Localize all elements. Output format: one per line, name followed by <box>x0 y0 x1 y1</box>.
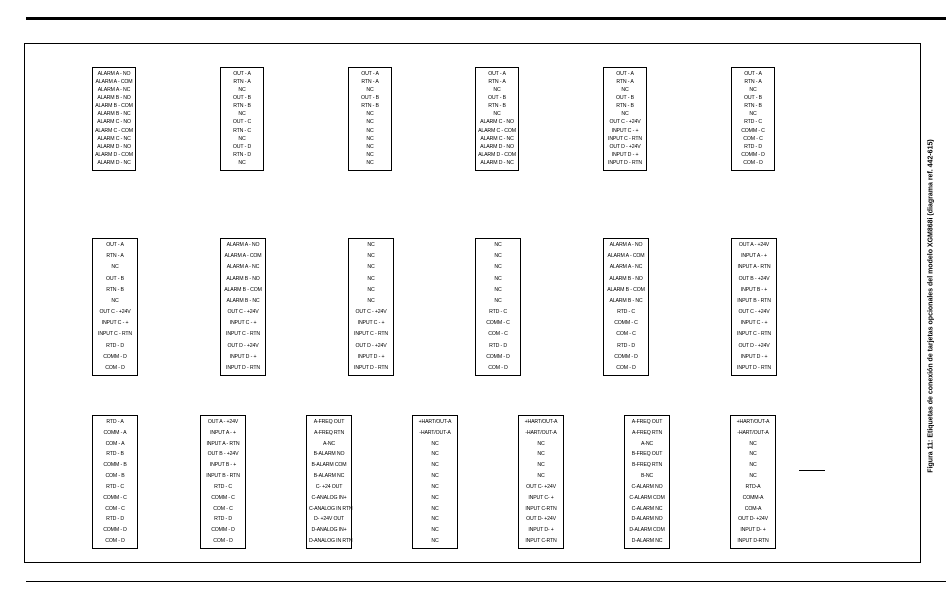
terminal-label: B-ALARM NC <box>313 473 345 480</box>
terminal-label: NC <box>494 242 502 248</box>
terminal-label: COMM - C <box>211 494 235 501</box>
terminal-label: ALARM A - NO <box>97 71 131 77</box>
terminal-label: RTD - C <box>106 483 124 490</box>
terminal-label: OUT B - +24V <box>738 275 770 282</box>
terminal-label: NC <box>431 451 439 458</box>
terminal-label: NC <box>431 527 439 534</box>
terminal-label: OUT - C <box>232 119 252 126</box>
connection-label-block <box>200 415 246 549</box>
terminal-label: INPUT A - + <box>741 253 767 260</box>
terminal-label: NC <box>494 264 502 271</box>
terminal-label: NC <box>366 135 374 142</box>
terminal-label: RTD - C <box>744 119 762 126</box>
terminal-label: COMM - D <box>103 527 127 534</box>
terminal-label: INPUT C - RTN <box>354 331 388 338</box>
terminal-label: INPUT A - RTN <box>737 264 771 271</box>
terminal-label: ALARM B - NO <box>97 95 131 102</box>
terminal-label: OUT - A <box>106 242 124 248</box>
terminal-label: INPUT C - + <box>229 320 257 327</box>
terminal-label: INPUT D-RTN <box>737 537 769 544</box>
terminal-label: NC <box>494 297 502 304</box>
terminal-label: INPUT C - RTN <box>608 135 642 142</box>
terminal-label: ALARM D - COM <box>95 151 133 158</box>
terminal-label: RTN - B <box>744 103 762 110</box>
terminal-label: NC <box>238 87 246 94</box>
terminal-label: COM - C <box>616 331 636 338</box>
terminal-label: NC <box>493 87 501 94</box>
terminal-label: OUT - B <box>616 95 634 102</box>
terminal-label: D-ALARM COM <box>629 527 665 534</box>
connection-label-block <box>348 238 394 376</box>
terminal-label: ALARM A - NC <box>97 87 131 94</box>
terminal-label: ALARM D - NO <box>97 143 131 150</box>
terminal-label: OUT - B <box>106 275 124 282</box>
terminal-label: ALARM C - NO <box>97 119 131 126</box>
terminal-label: RTD - D <box>106 342 124 349</box>
terminal-label: COMM - C <box>614 320 638 327</box>
connection-label-block <box>348 67 392 171</box>
terminal-label: NC <box>537 440 545 447</box>
terminal-label: ALARM D - NC <box>480 159 514 166</box>
terminal-label: OUT C - +24V <box>227 309 259 316</box>
terminal-label: INPUT C- + <box>528 494 554 501</box>
terminal-label: A-FREQ OUT <box>631 419 663 425</box>
terminal-label: RTD - D <box>617 342 635 349</box>
terminal-label: COMM - D <box>741 151 765 158</box>
terminal-label: INPUT C - RTN <box>737 331 771 338</box>
terminal-label: NC <box>494 253 502 260</box>
terminal-label: COM - B <box>105 473 125 480</box>
terminal-label: OUT A - +24V <box>738 242 770 248</box>
terminal-label: ALARM A - COM <box>607 253 645 260</box>
terminal-label: RTN - C <box>233 127 251 134</box>
terminal-label: B-FREQ RTN <box>631 462 663 469</box>
terminal-label: COM - C <box>105 505 125 512</box>
terminal-label: NC <box>367 297 375 304</box>
terminal-label: COM - D <box>488 364 508 371</box>
terminal-label: OUT C- +24V <box>526 483 556 490</box>
terminal-label: -HART/OUT-A <box>525 429 557 436</box>
terminal-label: A-NC <box>640 440 654 447</box>
terminal-label: OUT C - +24V <box>99 309 131 316</box>
terminal-label: NC <box>366 111 374 118</box>
terminal-label: INPUT B - + <box>209 462 237 469</box>
terminal-label: NC <box>749 473 757 480</box>
terminal-label: INPUT D - + <box>357 353 385 360</box>
terminal-label: ALARM A - COM <box>224 253 262 260</box>
terminal-label: C-ALARM COM <box>629 494 665 501</box>
terminal-label: OUT C - +24V <box>609 119 641 126</box>
terminal-label: INPUT D - RTN <box>354 364 388 371</box>
terminal-label: INPUT C - + <box>101 320 129 327</box>
terminal-label: INPUT D - RTN <box>737 364 771 371</box>
bottom-rule <box>26 581 946 582</box>
terminal-label: NC <box>366 127 374 134</box>
terminal-label: OUT - B <box>488 95 506 102</box>
terminal-label: INPUT C - RTN <box>98 331 132 338</box>
terminal-label: ALARM D - NC <box>97 159 131 166</box>
terminal-label: NC <box>366 151 374 158</box>
terminal-label: NC <box>431 494 439 501</box>
terminal-label: OUT - B <box>361 95 379 102</box>
terminal-label: OUT C - +24V <box>738 309 770 316</box>
terminal-label: RTD - C <box>617 309 635 316</box>
terminal-label: B-ALARM COM <box>311 462 347 469</box>
terminal-label: COM - C <box>488 331 508 338</box>
terminal-label: OUT D - +24V <box>738 342 770 349</box>
terminal-label: +HART/OUT-A <box>524 419 558 425</box>
dash-line <box>799 470 825 471</box>
terminal-label: B-NC <box>640 473 654 480</box>
terminal-label: OUT A - +24V <box>207 419 239 425</box>
terminal-label: OUT D - +24V <box>355 342 387 349</box>
connection-label-block <box>92 67 136 171</box>
terminal-label: ALARM D - COM <box>478 151 516 158</box>
terminal-label: RTD - C <box>489 309 507 316</box>
terminal-label: B-FREQ OUT <box>631 451 663 458</box>
terminal-label: NC <box>749 111 757 118</box>
terminal-label: NC <box>431 473 439 480</box>
terminal-label: COM-A <box>744 505 762 512</box>
terminal-label: RTD - B <box>106 451 124 458</box>
terminal-label: OUT - B <box>233 95 251 102</box>
terminal-label: RTD - D <box>106 516 124 523</box>
terminal-label: ALARM D - NO <box>480 143 514 150</box>
terminal-label: OUT - B <box>744 95 762 102</box>
terminal-label: INPUT D- + <box>528 527 554 534</box>
terminal-label: D-ALARM NC <box>631 537 663 544</box>
terminal-label: NC <box>493 111 501 118</box>
terminal-label: NC <box>367 253 375 260</box>
terminal-label: INPUT D - + <box>229 353 257 360</box>
terminal-label: NC <box>238 111 246 118</box>
terminal-label: COM - D <box>616 364 636 371</box>
terminal-label: NC <box>537 462 545 469</box>
terminal-label: ALARM B - COM <box>224 286 262 293</box>
terminal-label: NC <box>366 87 374 94</box>
terminal-label: ALARM B - COM <box>607 286 645 293</box>
terminal-label: RTD - D <box>744 143 762 150</box>
terminal-label: RTN - B <box>616 103 634 110</box>
terminal-label: NC <box>366 143 374 150</box>
terminal-label: INPUT D - RTN <box>226 364 260 371</box>
connection-label-block <box>730 415 776 549</box>
terminal-label: C- +24 OUT <box>315 483 343 490</box>
terminal-label: INPUT D - + <box>740 353 768 360</box>
connection-label-block <box>220 67 264 171</box>
terminal-label: NC <box>431 505 439 512</box>
terminal-label: +HART/OUT-A <box>736 419 770 425</box>
connection-label-block <box>412 415 458 549</box>
terminal-label: ALARM C - COM <box>95 127 133 134</box>
terminal-label: NC <box>431 462 439 469</box>
connection-label-block <box>92 415 138 549</box>
terminal-label: ALARM A - NC <box>226 264 260 271</box>
terminal-label: RTD - D <box>489 342 507 349</box>
terminal-label: RTN - A <box>488 79 506 86</box>
terminal-label: COMM-A <box>742 494 764 501</box>
terminal-label: OUT C - +24V <box>355 309 387 316</box>
terminal-label: ALARM B - NC <box>609 297 643 304</box>
terminal-label: COM - D <box>743 159 763 166</box>
connection-label-block <box>731 238 777 376</box>
terminal-label: B-ALARM NO <box>313 451 345 458</box>
terminal-label: ALARM A - COM <box>95 79 133 86</box>
terminal-label: RTN - A <box>106 253 124 260</box>
connection-label-block <box>475 67 519 171</box>
terminal-label: INPUT C - + <box>357 320 385 327</box>
terminal-label: INPUT C-RTN <box>525 537 557 544</box>
terminal-label: INPUT C - + <box>740 320 768 327</box>
terminal-label: INPUT B - + <box>740 286 768 293</box>
terminal-label: A-FREQ OUT <box>313 419 345 425</box>
connection-label-block <box>603 238 649 376</box>
terminal-label: OUT - A <box>488 71 506 77</box>
terminal-label: NC <box>537 473 545 480</box>
terminal-label: COMM - C <box>103 494 127 501</box>
terminal-label: NC <box>749 87 757 94</box>
terminal-label: NC <box>749 451 757 458</box>
terminal-label: RTD-A <box>745 483 761 490</box>
terminal-label: A-FREQ RTN <box>313 429 345 436</box>
terminal-label: RTN - D <box>233 151 251 158</box>
terminal-label: OUT D - +24V <box>227 342 259 349</box>
terminal-label: INPUT D - + <box>611 151 639 158</box>
terminal-label: RTD - A <box>106 419 124 425</box>
top-rule <box>26 17 946 20</box>
terminal-label: OUT D- +24V <box>526 516 556 523</box>
terminal-label: ALARM B - NO <box>226 275 260 282</box>
figure-frame <box>24 43 921 563</box>
terminal-label: A-NC <box>322 440 336 447</box>
terminal-label: RTN - B <box>233 103 251 110</box>
terminal-label: COMM - A <box>103 429 127 436</box>
terminal-label: RTN - A <box>616 79 634 86</box>
terminal-label: INPUT D- + <box>740 527 766 534</box>
terminal-label: NC <box>111 264 119 271</box>
terminal-label: COMM - B <box>103 462 127 469</box>
terminal-label: COM - D <box>213 537 233 544</box>
terminal-label: D-ALARM NO <box>631 516 663 523</box>
connection-label-block <box>731 67 775 171</box>
terminal-label: COM - A <box>105 440 125 447</box>
terminal-label: RTN - B <box>488 103 506 110</box>
terminal-label: OUT - A <box>744 71 762 77</box>
terminal-label: NC <box>367 242 375 248</box>
terminal-label: C-ANALOG IN RTN <box>309 505 353 512</box>
terminal-label: OUT D- +24V <box>738 516 768 523</box>
terminal-label: OUT D - +24V <box>609 143 641 150</box>
terminal-label: NC <box>749 440 757 447</box>
terminal-label: NC <box>621 111 629 118</box>
figure-caption-text: Figura 11: Etiquetas de conexión de tarjetas opcionales del modelo XGM868i (diagrama ref. 442-615) <box>927 139 935 473</box>
connection-label-block <box>603 67 647 171</box>
terminal-label: INPUT B - RTN <box>737 297 771 304</box>
terminal-label: C-ALARM NC <box>631 505 663 512</box>
terminal-label: D-ANALOG IN RTN <box>309 537 353 544</box>
terminal-label: RTN - A <box>233 79 251 86</box>
terminal-label: COMM - D <box>614 353 638 360</box>
terminal-label: ALARM B - NC <box>97 111 131 118</box>
terminal-label: NC <box>621 87 629 94</box>
terminal-label: COMM - D <box>486 353 510 360</box>
terminal-label: NC <box>431 516 439 523</box>
terminal-label: NC <box>238 135 246 142</box>
terminal-label: C-ALARM NO <box>631 483 663 490</box>
terminal-label: ALARM B - COM <box>95 103 133 110</box>
terminal-label: ALARM C - NC <box>97 135 131 142</box>
terminal-label: OUT B - +24V <box>207 451 239 458</box>
terminal-label: ALARM A - NC <box>609 264 643 271</box>
terminal-label: D-ANALOG IN+ <box>311 527 347 534</box>
terminal-label: ALARM A - NO <box>226 242 260 248</box>
terminal-label: COMM - C <box>486 320 510 327</box>
terminal-label: COMM - D <box>211 527 235 534</box>
terminal-label: -HART/OUT-A <box>419 429 451 436</box>
terminal-label: NC <box>494 275 502 282</box>
terminal-label: RTN - B <box>361 103 379 110</box>
terminal-label: NC <box>367 275 375 282</box>
connection-label-block <box>624 415 670 549</box>
terminal-label: OUT - A <box>361 71 379 77</box>
connection-label-block <box>518 415 564 549</box>
connection-label-block <box>306 415 352 549</box>
terminal-label: -HART/OUT-A <box>737 429 769 436</box>
terminal-label: OUT - D <box>232 143 252 150</box>
terminal-label: ALARM B - NC <box>226 297 260 304</box>
terminal-label: +HART/OUT-A <box>418 419 452 425</box>
terminal-label: INPUT B - RTN <box>206 473 240 480</box>
terminal-label: NC <box>537 451 545 458</box>
terminal-label: COM - D <box>105 537 125 544</box>
terminal-label: ALARM C - NO <box>480 119 514 126</box>
terminal-label: COM - C <box>213 505 233 512</box>
terminal-label: COM - D <box>105 364 125 371</box>
terminal-label: RTN - A <box>361 79 379 86</box>
terminal-label: COMM - D <box>103 353 127 360</box>
terminal-label: OUT - A <box>233 71 251 77</box>
terminal-label: INPUT A - RTN <box>206 440 240 447</box>
terminal-label: NC <box>367 264 375 271</box>
terminal-label: ALARM C - COM <box>478 127 516 134</box>
terminal-label: NC <box>494 286 502 293</box>
terminal-label: NC <box>431 537 439 544</box>
terminal-label: ALARM C - NC <box>480 135 514 142</box>
terminal-label: C-ANALOG IN+ <box>311 494 347 501</box>
terminal-label: RTD - C <box>214 483 232 490</box>
terminal-label: NC <box>367 286 375 293</box>
terminal-label: RTN - A <box>744 79 762 86</box>
terminal-label: INPUT C - + <box>611 127 639 134</box>
terminal-label: INPUT C - RTN <box>226 331 260 338</box>
terminal-label: ALARM A - NO <box>609 242 643 248</box>
terminal-label: NC <box>431 440 439 447</box>
terminal-label: NC <box>749 462 757 469</box>
terminal-label: COM - C <box>743 135 763 142</box>
terminal-label: D- +24V OUT <box>314 516 344 523</box>
terminal-label: A-FREQ RTN <box>631 429 663 436</box>
terminal-label: NC <box>366 119 374 126</box>
terminal-label: OUT - A <box>616 71 634 77</box>
terminal-label: INPUT C-RTN <box>525 505 557 512</box>
terminal-label: ALARM B - NO <box>609 275 643 282</box>
connection-label-block <box>475 238 521 376</box>
terminal-label: COMM - C <box>741 127 765 134</box>
terminal-label: RTN - B <box>106 286 124 293</box>
terminal-label: NC <box>111 297 119 304</box>
terminal-label: NC <box>366 159 374 166</box>
terminal-label: INPUT D - RTN <box>608 159 642 166</box>
connection-label-block <box>220 238 266 376</box>
terminal-label: NC <box>431 483 439 490</box>
terminal-label: RTD - D <box>214 516 232 523</box>
terminal-label: NC <box>238 159 246 166</box>
terminal-label: INPUT A - + <box>210 429 236 436</box>
connection-label-block <box>92 238 138 376</box>
